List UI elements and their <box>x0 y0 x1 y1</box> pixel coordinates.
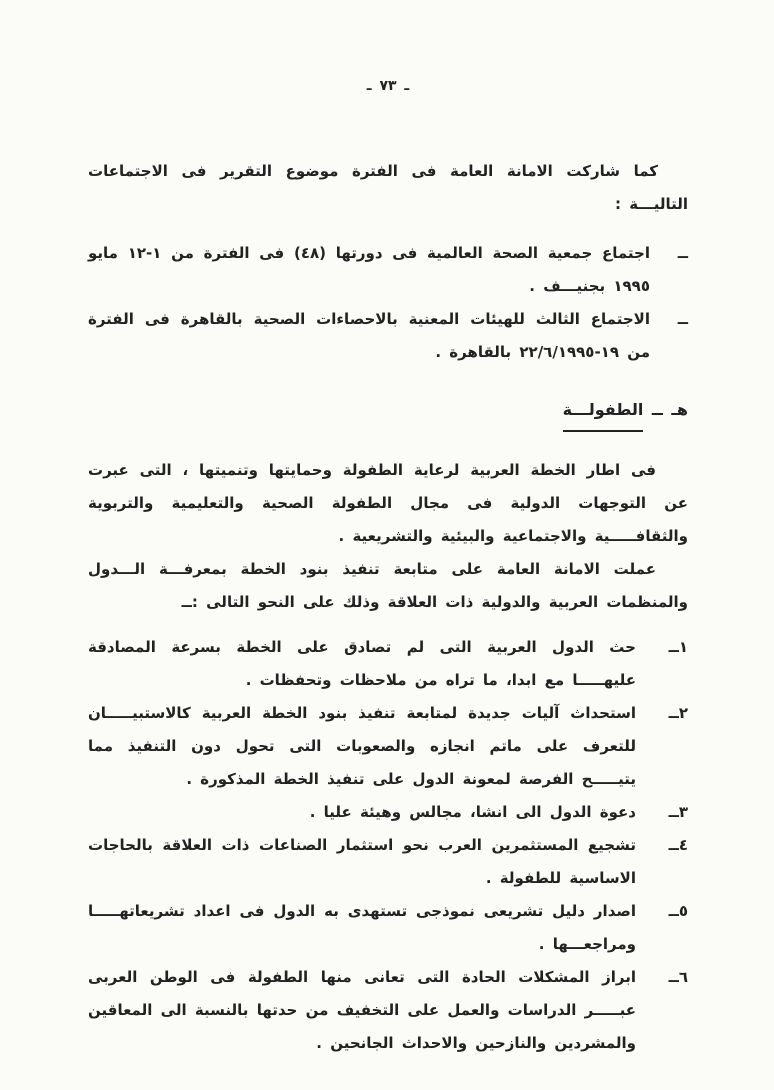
item-text: حث الدول العربية التى لم تصادق على الخطة بسرعة المصادقة عليهـــــا مع ابدا، ما تراه من ملاحظات وتحفظات . <box>88 638 636 689</box>
intro-paragraph: كما شاركت الامانة العامة فى الفترة موضوع التقرير فى الاجتماعات التاليـــة : <box>88 162 688 213</box>
body-paragraph: عملت الامانة العامة على متابعة تنفيذ بنود الخطة بمعرفـــة الـــدول والمنظمات العربية والدولية ذات العلاقة وذلك على النحو التالى :ــ <box>88 560 688 611</box>
list-item <box>88 961 688 1060</box>
section-heading <box>88 393 688 432</box>
meeting-text: الاجتماع الثالث للهيئات المعنية بالاحصاءات الصحية بالقاهرة فى الفترة من ١٩-٢٢/٦/١٩٩٥ بالقاهرة . <box>88 310 650 361</box>
body-paragraph: فى اطار الخطة العربية لرعاية الطفولة وحمايتها وتنميتها ، التى عبرت عن التوجهات الدولية فى مجال الطفولة الصحية والتعليمية والتربوية والثقافـــــية والاجتماعية والبيئية والتشريعية . <box>88 461 688 545</box>
item-text: اصدار دليل تشريعى نموذجى تستهدى به الدول فى اعداد تشريعاتهـــــا ومراجعـــها . <box>88 902 636 953</box>
list-item <box>88 895 688 961</box>
numbered-list <box>88 631 688 1060</box>
list-item <box>88 796 688 829</box>
item-number: ١ــ <box>668 638 688 656</box>
list-item <box>88 829 688 895</box>
list-item <box>88 631 688 697</box>
item-number: ٢ــ <box>668 704 688 722</box>
item-number: ٤ــ <box>668 836 688 854</box>
meeting-item <box>88 303 688 369</box>
dash-marker: ــ <box>677 244 688 262</box>
item-text: استحداث آليات جديدة لمتابعة تنفيذ بنود الخطة العربية كالاستبيـــــان للتعرف على ماتم انجازه والصعوبات التى تحول دون التنفيذ مما يتيـــــح الفرصة لمعونة الدول على تنفيذ الخطة المذكورة . <box>88 704 636 788</box>
list-item <box>88 697 688 796</box>
meeting-item <box>88 237 688 303</box>
section-prefix: هـ ــ <box>651 400 688 419</box>
item-text: ابراز المشكلات الحادة التى تعانى منها الطفولة فى الوطن العربى عبـــــر الدراسات والعمل على التخفيف من حدتها بالنسبة الى المعاقين والمشردين والنازحين والاحداث الجانحين . <box>88 968 636 1052</box>
item-text: تشجيع المستثمرين العرب نحو استثمار الصناعات ذات العلاقة بالحاجات الاساسية للطفولة . <box>88 836 636 887</box>
item-text: دعوة الدول الى انشا، مجالس وهيئة عليا . <box>309 803 636 821</box>
dash-marker: ــ <box>677 310 688 328</box>
page-number: ـ ٧٣ ـ <box>366 78 410 94</box>
section-title: الطفولـــة <box>563 393 644 432</box>
item-number: ٦ــ <box>668 968 688 986</box>
meeting-text: اجتماع جمعية الصحة العالمية فى دورتها (٤٨) فى الفترة من ١-١٢ مايو ١٩٩٥ بجنيـــف . <box>88 244 650 295</box>
item-number: ٣ــ <box>668 803 688 821</box>
item-number: ٥ــ <box>668 902 688 920</box>
